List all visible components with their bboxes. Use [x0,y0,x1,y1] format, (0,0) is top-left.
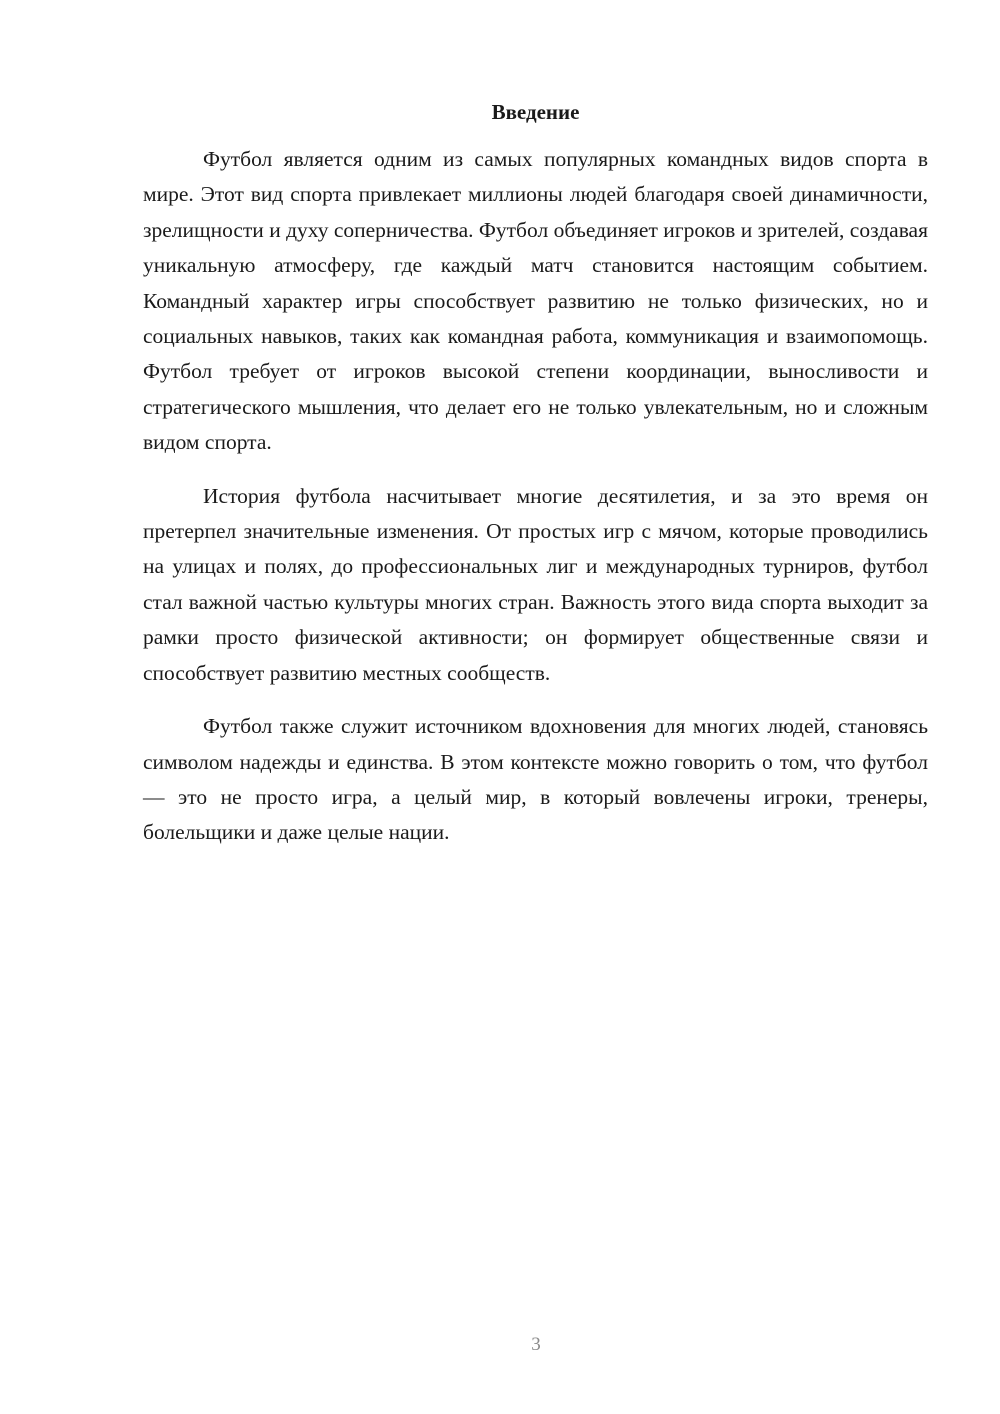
body-text [143,142,928,869]
paragraph-3: Футбол также служит источником вдохновения для многих людей, становясь символом надежды и единства. В этом контексте можно говорить о том, что футбол — это не просто игра, а целый мир, в который вовлечены игроки, тренеры, болельщики и даже целые нации. [143,714,928,845]
paragraph-1: Футбол является одним из самых популярных командных видов спорта в мире. Этот вид спорта привлекает миллионы людей благодаря своей динамичности, зрелищности и духу соперничества. Футбол объединяет игроков и зрителей, создавая уникальную атмосферу, где каждый матч становится настоящим событием. Командный характер игры способствует развитию не только физических, но и социальных навыков, таких как командная работа, коммуникация и взаимопомощь. Футбол требует от игроков высокой степени координации, выносливости и стратегического мышления, что делает его не только увлекательным, но и сложным видом спорта. [143,147,928,455]
page-number: 3 [531,1334,541,1355]
page-title: Введение [491,100,580,124]
paragraph-2: История футбола насчитывает многие десятилетия, и за это время он претерпел значительные изменения. От простых игр с мячом, которые проводились на улицах и полях, до профессиональных лиг и международных турниров, футбол стал важной частью культуры многих стран. Важность этого вида спорта выходит за рамки просто физической активности; он формирует общественные связи и способствует развитию местных сообществ. [143,483,928,685]
